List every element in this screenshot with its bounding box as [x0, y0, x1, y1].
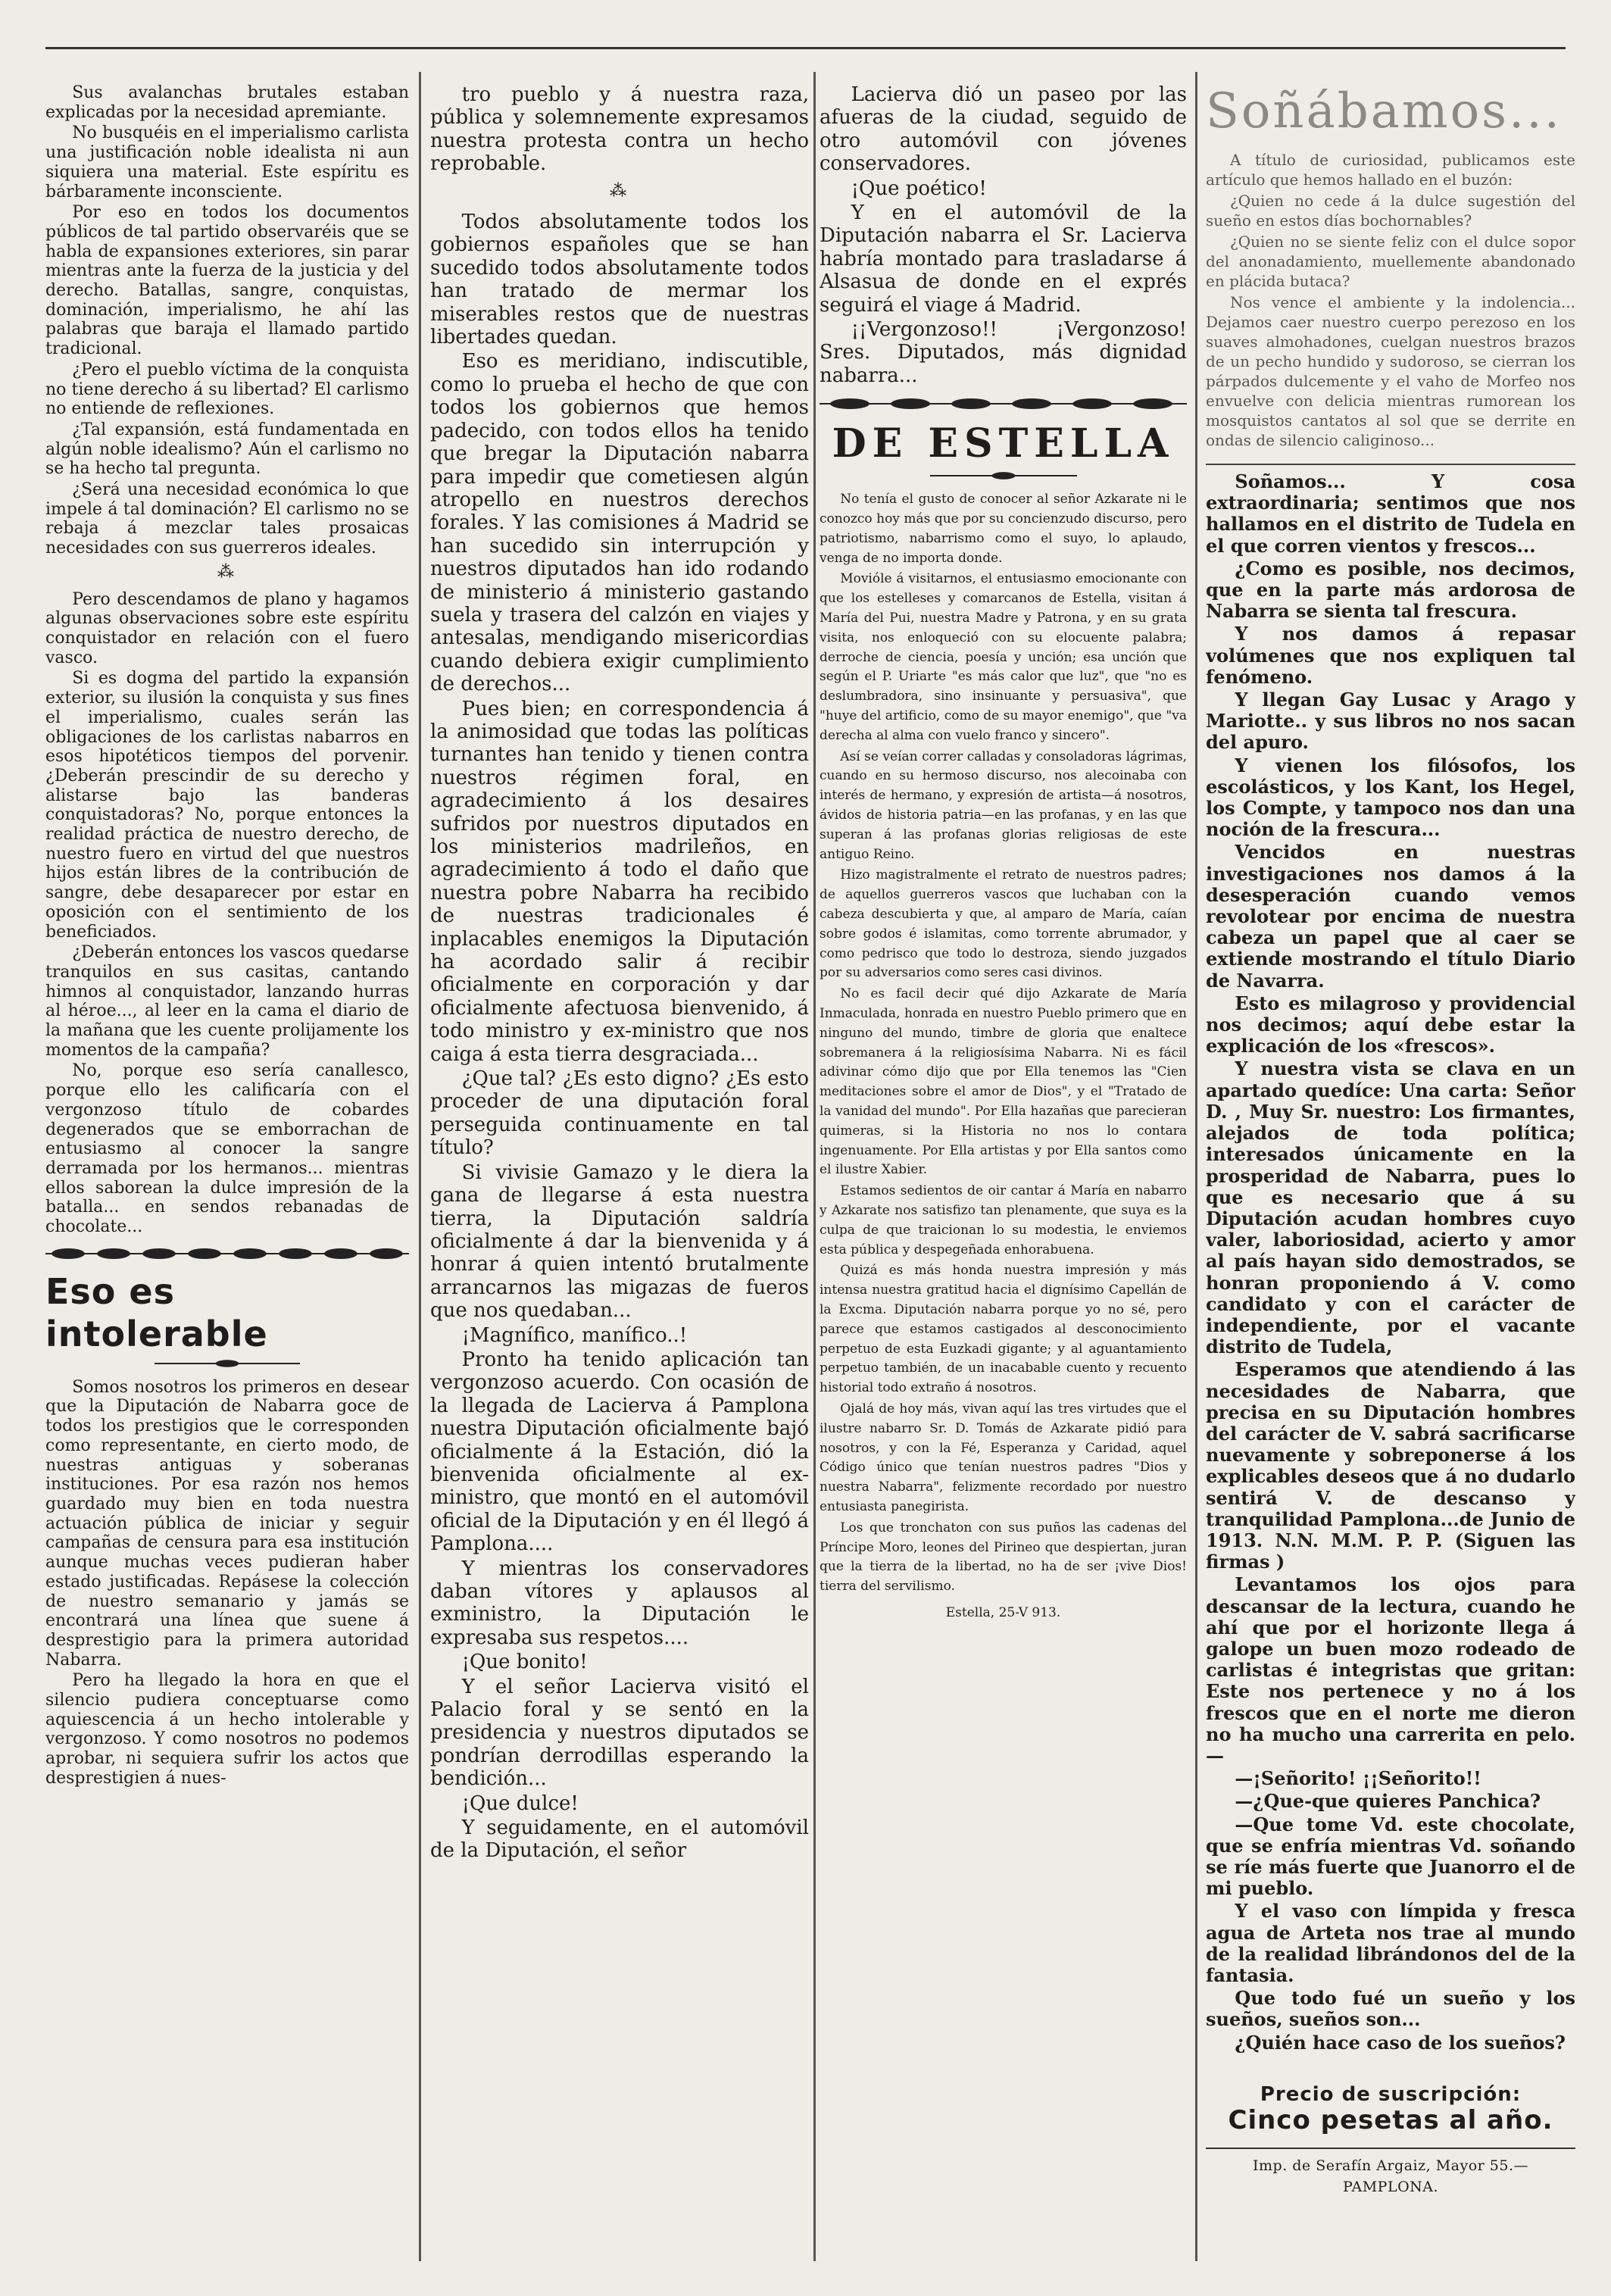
paragraph: ¿Será una necesidad económica lo que impele á tal dominación? El carlismo no se rebaja á mezclar tales prosaicas necesidades con sus guerreros ideales. [45, 480, 409, 558]
paragraph: No es facil decir qué dijo Azkarate de María Inmaculada, honrada en nuestro Pueblo primero que en ninguno del mundo, timbre de gloria que enaltece sobremanera á la religiosísima Nabarra. Ni es fácil adivinar cómo dijo que por Ella tenemos las "Cien meditaciones sobre el amor de Dios", y el "Tratado de la vanidad del mundo". Por Ella hazañas que parecieran quimeras, si la Historia no nos lo contara ingenuamente. Por Ella artistas y por Ella santos como el ilustre Xabier. [820, 986, 1187, 1178]
paragraph: Movióle á visitarnos, el entusiasmo emocionante con que los estelleses y comarcanos de Estella, visitan á María del Pui, nuestra Madre y Patrona, y en su grata visita, nos enloqueció con su elocuente palabra; derroche de ciencia, poesía y unción; esa unción que según el P. Uriarte "es más calor que luz", que "no es deslumbradora, sino insinuante y persuasiva", que "huye del artificio, como de su mayor enemigo", que "va derecha al alma con vuelo franco y sincero". [820, 571, 1187, 743]
section-stars: ⁂ [610, 181, 629, 201]
paragraph: Sus avalanchas brutales estaban explicadas por la necesidad apremiante. [45, 83, 409, 122]
paragraph: Y seguidamente, en el automóvil de la Diputación, el señor [430, 1816, 809, 1863]
heading-de-estella: DE ESTELLA [832, 420, 1175, 467]
paragraph: No, porque eso sería canallesco, porque ello les calificaría con el vergonzoso título de cobardes degenerados que se emborrachan de entusiasmo al conocer la sangre derramada por los hermanos... mientras ellos saborean la dulce impresión de la batalla... en sendos rebanadas de chocolate... [45, 1061, 409, 1237]
paragraph: Así se veían correr calladas y consoladoras lágrimas, cuando en su hermoso discurso, nos alecoinaba con interés de hermano, y expresión de artista—á nosotros, ávidos de historia patria—en las profanas, y en las que superan á las profanas glorias religiosas de este antiguo Reino. [820, 748, 1187, 862]
paragraph: ¿Quién hace caso de los sueños? [1235, 2031, 1566, 2054]
paragraph: No tenía el gusto de conocer al señor Azkarate ni le conozco hoy más que por su concienzudo discurso, pero patriotismo, nabarrismo como el suyo, lo aplaudo, venga de no importa donde. [820, 492, 1187, 566]
column-divider-2 [813, 72, 816, 2261]
paragraph: Quizá es más honda nuestra impresión y más intensa nuestra gratitud hacia el dignísimo Capellán de la Excma. Diputación nabarra porque yo no sé, pero parece que estamos castigados al desconocimiento perpetuo de esta Euzkadi gigante; y al aguantamiento perpetuo también, de un inacabable cuento y recuento historial todo extraño á nosotros. [820, 1263, 1187, 1396]
paragraph: Estamos sedientos de oir cantar á María en nabarro y Azkarate nos satisfizo tan plenamente, que suya es la culpa de que traicionan lo su modestia, le enviemos esta pública y despegeñada enhorabuena. [820, 1183, 1187, 1257]
paragraph: Y mientras los conservadores daban vítores y aplausos al exministro, la Diputación le expresaba sus respetos.... [430, 1557, 809, 1649]
subscription-price-label: Precio de suscripción: [1260, 2082, 1522, 2106]
paragraph: —¡Señorito! ¡¡Señorito!! [1235, 1767, 1481, 1790]
col1-text-b [45, 590, 409, 1237]
paragraph: Si vivisie Gamazo y le diera la gana de llegarse á esta nuestra tierra, la Diputación saldría oficialmente á dar la bienvenida y á honrar á quien intentó brutalmente arrancarnos las migazas de fueros que nos quedaban... [430, 1160, 809, 1323]
printer-imprint: Imp. de Serafín Argaiz, Mayor 55.—PAMPLONA. [1206, 2148, 1575, 2198]
heading-ornament [155, 1358, 300, 1369]
paragraph: Y el señor Lacierva visitó el Palacio foral y se sentó en la presidencia y nuestros diputados se pondrían derrodillas esperando la bendición... [430, 1675, 809, 1791]
paragraph: ¡Que poético! [851, 176, 987, 200]
col4-text [1206, 471, 1575, 2054]
paragraph: Eso es meridiano, indiscutible, como lo prueba el hecho de que con todos los gobiernos que hemos padecido, con todos ellos ha tenido que bregar la Diputación nabarra para impedir que cometiesen algún atropello en nuestros derechos forales. Y las comisiones á Madrid se han sucedido sin interrupción y nuestros diputados han ido rodando de ministerio á ministerio gastando suela y trasera del calzón en viajes y antesalas, mendigando misericordias cuando debiera exigir cumplimiento de derechos... [430, 350, 809, 696]
paragraph: ¿Pero el pueblo víctima de la conquista no tiene derecho á su libertad? El carlismo no entiende de reflexiones. [45, 360, 409, 419]
top-rule [45, 47, 1566, 49]
column-divider-3 [1195, 72, 1197, 2261]
paragraph: A título de curiosidad, publicamos este artículo que hemos hallado en el buzón: [1206, 151, 1575, 189]
paragraph: tro pueblo y á nuestra raza, pública y solemnemente expresamos nuestra protesta contra un hecho reprobable. [430, 83, 809, 176]
paragraph: Pues bien; en correspondencia á la animosidad que todas las políticas turnantes han tenido y tienen contra nuestros régimen foral, en agradecimiento á los desaires sufridos por nuestros diputados en los ministerios madrileños, en agradecimiento á todo el daño que nuestra pobre Nabarra ha recibido de nuestras tradicionales é inplacables enemigos la Diputación ha acordado salir á recibir oficialmente en corporación y dar oficialmente afectuosa bienvenido, á todo ministro y ex-ministro que nos caiga á esta tierra desgraciada... [430, 697, 809, 1066]
column-3 [820, 83, 1187, 2265]
paragraph: Si es dogma del partido la expansión exterior, su ilusión la conquista y sus fines el imperialismo, cuales serán las obligaciones de los carlistas nabarros en esos hipotéticos tiempos del porvenir. ¿Deberán prescindir de su derecho y alistarse bajo las banderas conquistadoras? No, porque entonces la realidad práctica de nuestro derecho, de nuestro fuero en virtud del que nuestros hijos están libres de la contribución de sangre, debe desaparecer por estar en oposición con el sentimiento de los beneficiados. [45, 669, 409, 942]
paragraph: ¿Quien no cede á la dulce sugestión del sueño en estos días bochornables? [1206, 192, 1575, 230]
paragraph: Levantamos los ojos para descansar de la lectura, cuando he ahí que por el horizonte llega á galope un buen mozo rodeado de carlistas é integristas que gritan: Este nos pertenece y no á los frescos que en el norte me dieron no ha mucho una carrerita en pelo.— [1206, 1573, 1575, 1767]
paragraph: —¿Que-que quieres Panchica? [1235, 1790, 1541, 1813]
column-divider-1 [419, 72, 421, 2261]
ornament-divider [820, 395, 1187, 413]
paragraph: ¿Quien no se siente feliz con el dulce sopor del anonadamiento, muellemente abandonado en plácida butaca? [1206, 233, 1575, 290]
paragraph: Que todo fué un sueño y los sueños, sueños son... [1206, 1987, 1575, 2031]
paragraph: ¿Tal expansión, está fundamentada en algún noble idealismo? Aún el carlismo no se ha hecho tal pregunta. [45, 420, 409, 479]
paragraph: Somos nosotros los primeros en desear que la Diputación de Nabarra goce de todos los prestigios que le corresponden como representante, en cierto modo, de nuestras antiguas y soberanas instituciones. Por esa razón nos hemos guardado muy bien en toda nuestra actuación pública de iniciar y seguir campañas de censura para esa institución aunque muchas veces pudieran haber estado justificadas. Repásese la colección de nuestro semanario y jamás se encontrará una línea que suene á desprestigio para la primera autoridad Nabarra. [45, 1377, 409, 1670]
heading-sonabamos: Soñábamos... [1206, 83, 1562, 139]
paragraph: Y llegan Gay Lusac y Arago y Mariotte.. y sus libros no nos sacan del apuro. [1206, 689, 1575, 754]
paragraph: Pronto ha tenido aplicación tan vergonzoso acuerdo. Con ocasión de la llegada de Lacierva á Pamplona nuestra Diputación oficialmente bajó oficialmente á la Estación, dió la bienvenida oficialmente al ex-ministro, que montó en el automóvil oficial de la Diputación y en él llegó á Pamplona.... [430, 1348, 809, 1556]
paragraph: Y el vaso con límpida y fresca agua de Arteta nos trae al mundo de la realidad librándonos del de la fantasia. [1206, 1900, 1575, 1987]
paragraph: Esto es milagroso y providencial nos decimos; aquí debe estar la explicación de los «frescos». [1206, 992, 1575, 1057]
paragraph: ¡Que bonito! [461, 1651, 588, 1674]
estella-signoff: Estella, 25-V 913. [945, 1604, 1061, 1620]
paragraph: Por eso en todos los documentos públicos de tal partido observaréis que se habla de expansiones exteriores, sin parar mientras ante la fuerza de la justicia y del derecho. Batallas, sangre, conquistas, dominación, imperialismo, he ahí las palabras que baraja el llamado partido tradicional. [45, 203, 409, 359]
paragraph: ¡¡Vergonzoso!! ¡Vergonzoso! Sres. Diputados, más dignidad nabarra... [820, 318, 1187, 387]
col3-text-a [820, 83, 1187, 387]
paragraph: Nos vence el ambiente y la indolencia... Dejamos caer nuestro cuerpo perezoso en los suaves almohadones, cuelgan nuestros brazos de un pecho hundido y sudoroso, se cierran los párpados dulcemente y el vaho de Morfeo nos envuelve con delicia mientras rumorean los mosquistos cantatos al sol que se derrite en ondas de silencio caliginoso... [1206, 293, 1575, 449]
paragraph: Ojalá de hoy más, vivan aquí las tres virtudes que el ilustre nabarro Sr. D. Tomás de Azkarate pidió para nosotros, y con la Fé, Esperanza y Caridad, aquel Código único que tenían nuestros padres "Dios y nuestra Nabarra", felizmente recordado por nuestro entusiasta panegirista. [820, 1401, 1187, 1514]
paragraph: Todos absolutamente todos los gobiernos españoles que se han sucedido todos absolutamente todos han tratado de mermar los miserables restos que de nuestras libertades quedan. [430, 211, 809, 349]
paragraph: ¡Magnífico, manífico..! [461, 1323, 688, 1347]
paragraph: Y en el automóvil de la Diputación nabarra el Sr. Lacierva habría montado para trasladarse á Alsasua de donde en el exprés seguirá el viage á Madrid. [820, 201, 1187, 317]
col1-text-a [45, 83, 409, 558]
paragraph: ¿Como es posible, nos decimos, que en la parte más ardorosa de Nabarra se sienta tal frescura. [1206, 557, 1575, 623]
col4-intro [1206, 150, 1575, 450]
paragraph: ¿Que tal? ¿Es esto digno? ¿Es esto proceder de una diputación foral perseguida continuamente en tal título? [430, 1067, 809, 1160]
col3-text-b [820, 490, 1187, 1597]
paragraph: Soñamos... Y cosa extraordinaria; sentimos que nos hallamos en el distrito de Tudela en el que corren vientos y frescos... [1206, 470, 1575, 557]
paragraph: Y vienen los filósofos, los escolásticos, y los Kant, los Hegel, los Compte, y tampoco nos dan una noción de la frescura... [1206, 754, 1575, 841]
paragraph: ¿Deberán entonces los vascos quedarse tranquilos en sus casitas, cantando himnos al conquistador, lanzando hurras al héroe..., al leer en la cama el diario de la mañana que les cuente prolijamente los momentos de la campaña? [45, 943, 409, 1060]
divider-rule [1206, 464, 1575, 465]
column-4 [1206, 83, 1575, 2265]
subscription-price-value: Cinco pesetas al año. [1228, 2105, 1553, 2136]
paragraph: Pero descendamos de plano y hagamos algunas observaciones sobre este espíritu conquistador en relación con el fuero vasco. [45, 589, 409, 667]
col2-text-b [430, 211, 809, 1863]
heading-ornament [930, 470, 1077, 481]
paragraph: Y nuestra vista se clava en un apartado quedíce: Una carta: Señor D. , Muy Sr. nuestro: Los firmantes, alejados de toda política; interesados únicamente en la prosperidad de Nabarra, pues lo que es necesario que á su Diputación acudan hombres cuyo valer, laboriosidad, acierto y amor al país hayan sido demostrados, se honran proponiendo á V. como candidato y con el carácter de independiente, por el vacante distrito de Tudela, [1206, 1057, 1575, 1358]
column-1 [45, 83, 409, 2265]
paragraph: Esperamos que atendiendo á las necesidades de Nabarra, que precisa en su Diputación hombres del carácter de V. sabrá sacrificarse nuevamente y sobreponerse á los explicables deseos que á no dudarlo sentirá V. de descanso y tranquilidad Pamplona...de Junio de 1913. N.N. M.M. P. P. (Siguen las firmas ) [1206, 1358, 1575, 1573]
section-stars: ⁂ [217, 562, 237, 582]
heading-eso-es-intolerable: Eso es intolerable [45, 1270, 268, 1354]
column-2 [430, 83, 809, 2265]
paragraph: Hizo magistralmente el retrato de nuestros padres; de aquellos guerreros vascos que luchaban con la cabeza descubierta y que, al amparo de María, caían sobre godos é islamitas, como torrente abrumador, y como pedrisco que todo lo destroza, siendo juzgados por su adversarios como seres casi divinos. [820, 867, 1187, 981]
paragraph: —Que tome Vd. este chocolate, que se enfría mientras Vd. soñando se ríe más fuerte que Juanorro el de mi pueblo. [1206, 1813, 1575, 1900]
ornament-divider [45, 1245, 409, 1263]
paragraph: Los que tronchaton con sus puños las cadenas del Príncipe Moro, leones del Pirineo que despiertan, juran que la tierra de la libertad, no ha de ser ¡vive Dios! tierra del servilismo. [820, 1520, 1187, 1595]
paragraph: Y nos damos á repasar volúmenes que nos expliquen tal fenómeno. [1206, 623, 1575, 688]
paragraph: Pero ha llegado la hora en que el silencio pudiera conceptuarse como aquiescencia á un hecho intolerable y vergonzoso. Y como nosotros no podemos aprobar, ni sequiera sufrir los actos que desprestigien á nues- [45, 1671, 409, 1788]
paragraph: ¡Que dulce! [461, 1792, 579, 1815]
paragraph: No busquéis en el imperialismo carlista una justificación noble idealista ni aun siquiera una material. Este espíritu es bárbaramente inconsciente. [45, 123, 409, 201]
paragraph: Vencidos en nuestras investigaciones nos damos á la desesperación cuando vemos revolotear por encima de nuestra cabeza un papel que al caer se extiende mostrando el título Diario de Navarra. [1206, 841, 1575, 992]
col2-text-a [430, 83, 809, 176]
paragraph: Lacierva dió un paseo por las afueras de la ciudad, seguido de otro automóvil con jóvenes conservadores. [820, 83, 1187, 176]
col1-text-c [45, 1378, 409, 1788]
